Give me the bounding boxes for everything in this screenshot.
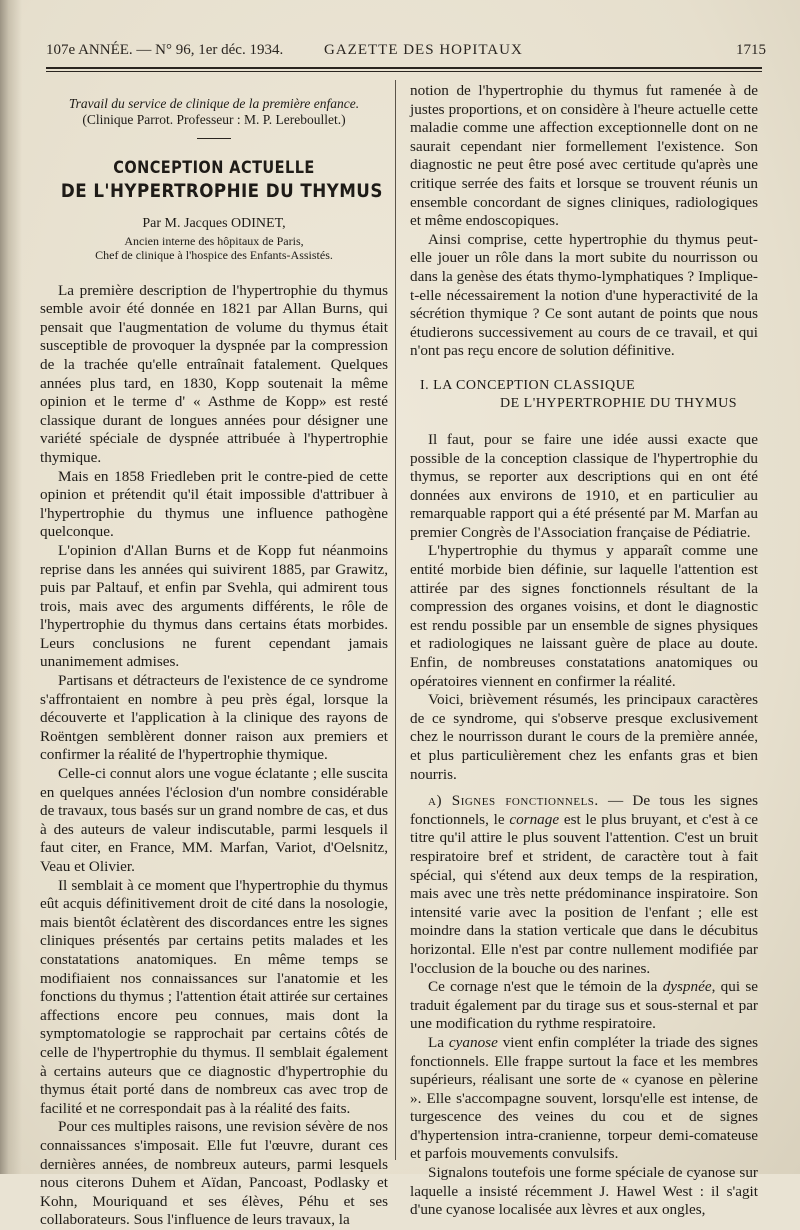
text-run: , qui se traduit également par du tirage sus et sous-sternal et par une modification du rythme respiratoire. <box>410 978 759 1033</box>
text-run: Ce cornage n'est que le témoin de la <box>428 978 663 996</box>
paragraph <box>410 978 758 1034</box>
text-run: est le plus bruyant, et c'est à ce titre qu'il attire le plus souvent l'attention. C'est un bruit respiratoire bref et strident, de caractère tout à fait spécial, qui s'étend aux deux temps de la respiration, mais avec une très nette prédominance inspiratoire. Son intensité varie avec la position de l'enfant ; elle est moindre dans la station verticale que dans le décubitus horizontal. Elle n'est par contre nullement modifiée par l'occlusion de la bouche ou des narines. <box>410 810 758 977</box>
page-header <box>46 42 766 62</box>
author-affiliation-1: Ancien interne des hôpitaux de Paris, <box>124 233 304 248</box>
paragraph: Celle-ci connut alors une vogue éclatante ; elle suscita en quelques années l'éclosion d'un nombre considérable de travaux, tous basés sur un grand nombre de cas, et dus à des auteurs de valeur indiscutable, parmi lesquels il faut citer, en France, MM. Marfan, Variot, d'Oelsnitz, Veau et Olivier. <box>40 765 388 875</box>
header-rule <box>46 67 762 69</box>
paragraph: Partisans et détracteurs de l'existence de ce syndrome s'affrontaient en nombre à peu près égal, lorsque la découverte et l'application à la clinique des rayons de Roëntgen semblèrent donner raison aux premiers et confirmer la réalité de l'hypertrophie thymique. <box>40 672 388 764</box>
paragraph: L'hypertrophie du thymus y apparaît comme une entité morbide bien définie, sur laquelle l'attention est attirée par des signes fonctionnels résultant de la compression des organes voisins, et dont le diagnostic est rendu possible par un ensemble de signes physiques et radiologiques ne laissant guère de place au doute. Enfin, de nombreuses constatations anatomiques ou opératoires viennent en confirmer la réalité. <box>410 542 758 690</box>
paragraph: notion de l'hypertrophie du thymus fut ramenée à de justes proportions, et on considère à l'heure actuelle cette maladie comme une affection exceptionnelle dont on ne saurait cependant nier formellement l'existence. Son diagnostic ne peut être posé avec certitude qu'après une critique serrée des faits et lorsque se trouvent réunis un ensemble concordant de signes cliniques, radiologiques et même endoscopiques. <box>410 82 758 230</box>
author-affiliation-2: Chef de clinique à l'hospice des Enfants-Assistés. <box>95 247 333 262</box>
left-column <box>40 82 388 1230</box>
article-title-line2: DE L'HYPERTROPHIE DU THYMUS <box>60 180 383 202</box>
section-heading-line1: I. LA CONCEPTION CLASSIQUE <box>420 377 636 393</box>
paragraph: Mais en 1858 Friedleben prit le contre-pied de cette opinion et prétendit qu'il était impossible d'attribuer à l'hypertrophie du thymus une influence pathogène quelconque. <box>40 467 388 541</box>
paragraph: Signalons toutefois une forme spéciale de cyanose sur laquelle a insisté récemment J. Hawel West : il s'agit d'une cyanose localisée aux lèvres et aux ongles, <box>410 1164 758 1219</box>
article-title-line1: CONCEPTION ACTUELLE <box>113 158 315 177</box>
paragraph-signes-fonctionnels <box>410 792 758 978</box>
issue-info: 107e ANNÉE. — N° 96, 1er déc. 1934. <box>46 42 284 58</box>
page-edge-shadow <box>0 0 22 1174</box>
text-run: — De tous les signes fonctionnels, le <box>410 792 758 828</box>
right-column <box>410 82 758 1220</box>
paragraph: Il faut, pour se faire une idée aussi exacte que possible de la conception classique de l'hypertrophie du thymus, se reporter aux descriptions qui en ont été données aux environs de 1910, et en particulier au remarquable rapport qui a été présenté par M. Marfan au premier Congrès de l'Association française de Pédiatrie. <box>410 430 758 541</box>
paragraph <box>410 1034 758 1164</box>
title-separator <box>197 138 231 139</box>
clinic-note: Travail du service de clinique de la première enfance. <box>68 96 360 111</box>
emphasis-term: cornage <box>509 810 560 828</box>
author-byline: Par M. Jacques ODINET, <box>142 216 286 231</box>
paragraph: Ainsi comprise, cette hypertrophie du thymus peut-elle jouer un rôle dans la mort subite du nourrisson ou dans la genèse des états thymo-lymphatiques ? Implique-t-elle nécessairement la notion d'une hyperactivité de la sécrétion thymique ? Ce sont autant de points que nous étudierons successivement au cours de ce travail, et qui n'ont pas reçu encore de solution définitive. <box>410 230 758 360</box>
clinic-professor: (Clinique Parrot. Professeur : M. P. Lereboullet.) <box>82 112 346 127</box>
text-run: vient enfin compléter la triade des signes fonctionnels. Elle frappe surtout la face et les membres supérieurs, réalisant une sorte de « cyanose en pèlerine ». Elle s'accompagne souvent, lorsqu'elle est intense, de turgescence des veines du cou et de signes d'hypertension intra-cranienne, torpeur demi-comateuse et parfois mouvements convulsifs. <box>410 1033 758 1163</box>
section-heading-line2: DE L'HYPERTROPHIE DU THYMUS <box>500 395 737 411</box>
page-number: 1715 <box>736 42 766 58</box>
text-run: La <box>428 1033 449 1051</box>
header-rule-thin <box>46 71 762 72</box>
paragraph: Pour ces multiples raisons, une revision sévère de nos connaissances s'imposait. Elle fut l'œuvre, durant ces dernières années, de nombreux auteurs, parmi lesquels nous citerons Duhem et Aïdan, Pancoast, Podlasky et Kohn, Mouriquand et ses élèves, Péhu et ses collaborateurs. Sous l'influence de leurs travaux, la <box>40 1118 388 1229</box>
subsection-label: a) Signes fonctionnels. <box>428 792 599 810</box>
journal-title: GAZETTE DES HOPITAUX <box>324 42 523 58</box>
section-heading <box>410 377 758 413</box>
paragraph: Il semblait à ce moment que l'hypertrophie du thymus eût acquis définitivement droit de cité dans la nosologie, mais bientôt éclatèrent des discordances entre les signes cliniques présentés par certains petits malades et les constatations anatomiques. En même temps se modifiaient nos connaissances sur l'anatomie et les fonctions du thymus ; l'attention était attirée sur certaines affections encore peu connues, mais dont la symptomatologie se rapprochait par certains côtés de celle de l'hypertrophie du thymus. Il semblait également à certains auteurs que ce diagnostic d'hypertrophie du thymus était porté dans de nombreux cas avec trop de facilité et ne correspondait pas à la réalité des faits. <box>40 876 388 1117</box>
paragraph: L'opinion d'Allan Burns et de Kopp fut néanmoins reprise dans les années qui suivirent 1885, par Grawitz, puis par Paltauf, et enfin par Svehla, qui admirent tous trois, mais avec des arguments différents, le rôle de l'hypertrophie du thymus dans certains états morbides. Leurs conclusions ne furent cependant jamais unanimement admises. <box>40 541 388 671</box>
paragraph: Voici, brièvement résumés, les principaux caractères de ce syndrome, qui s'observe presque exclusivement chez le nourrisson durant le cours de la première année, et plus particulièrement chez les enfants gras et bien nourris. <box>410 691 758 783</box>
emphasis-term: dyspnée <box>662 978 712 996</box>
column-divider <box>395 80 396 1160</box>
paragraph: La première description de l'hypertrophie du thymus semble avoir été donnée en 1821 par Allan Burns, qui pensait que l'augmentation de volume du thymus était susceptible de provoquer la dyspnée par la compression de la trachée qu'elle entraînait fatalement. Quelques années plus tard, en 1830, Kopp soutenait la même opinion et le terme d' « Asthme de Kopp» est resté classique durant de longues années pour désigner une variété spéciale de dyspnée attribuée à l'hypertrophie thymique. <box>40 281 388 466</box>
emphasis-term: cyanose <box>448 1033 498 1051</box>
